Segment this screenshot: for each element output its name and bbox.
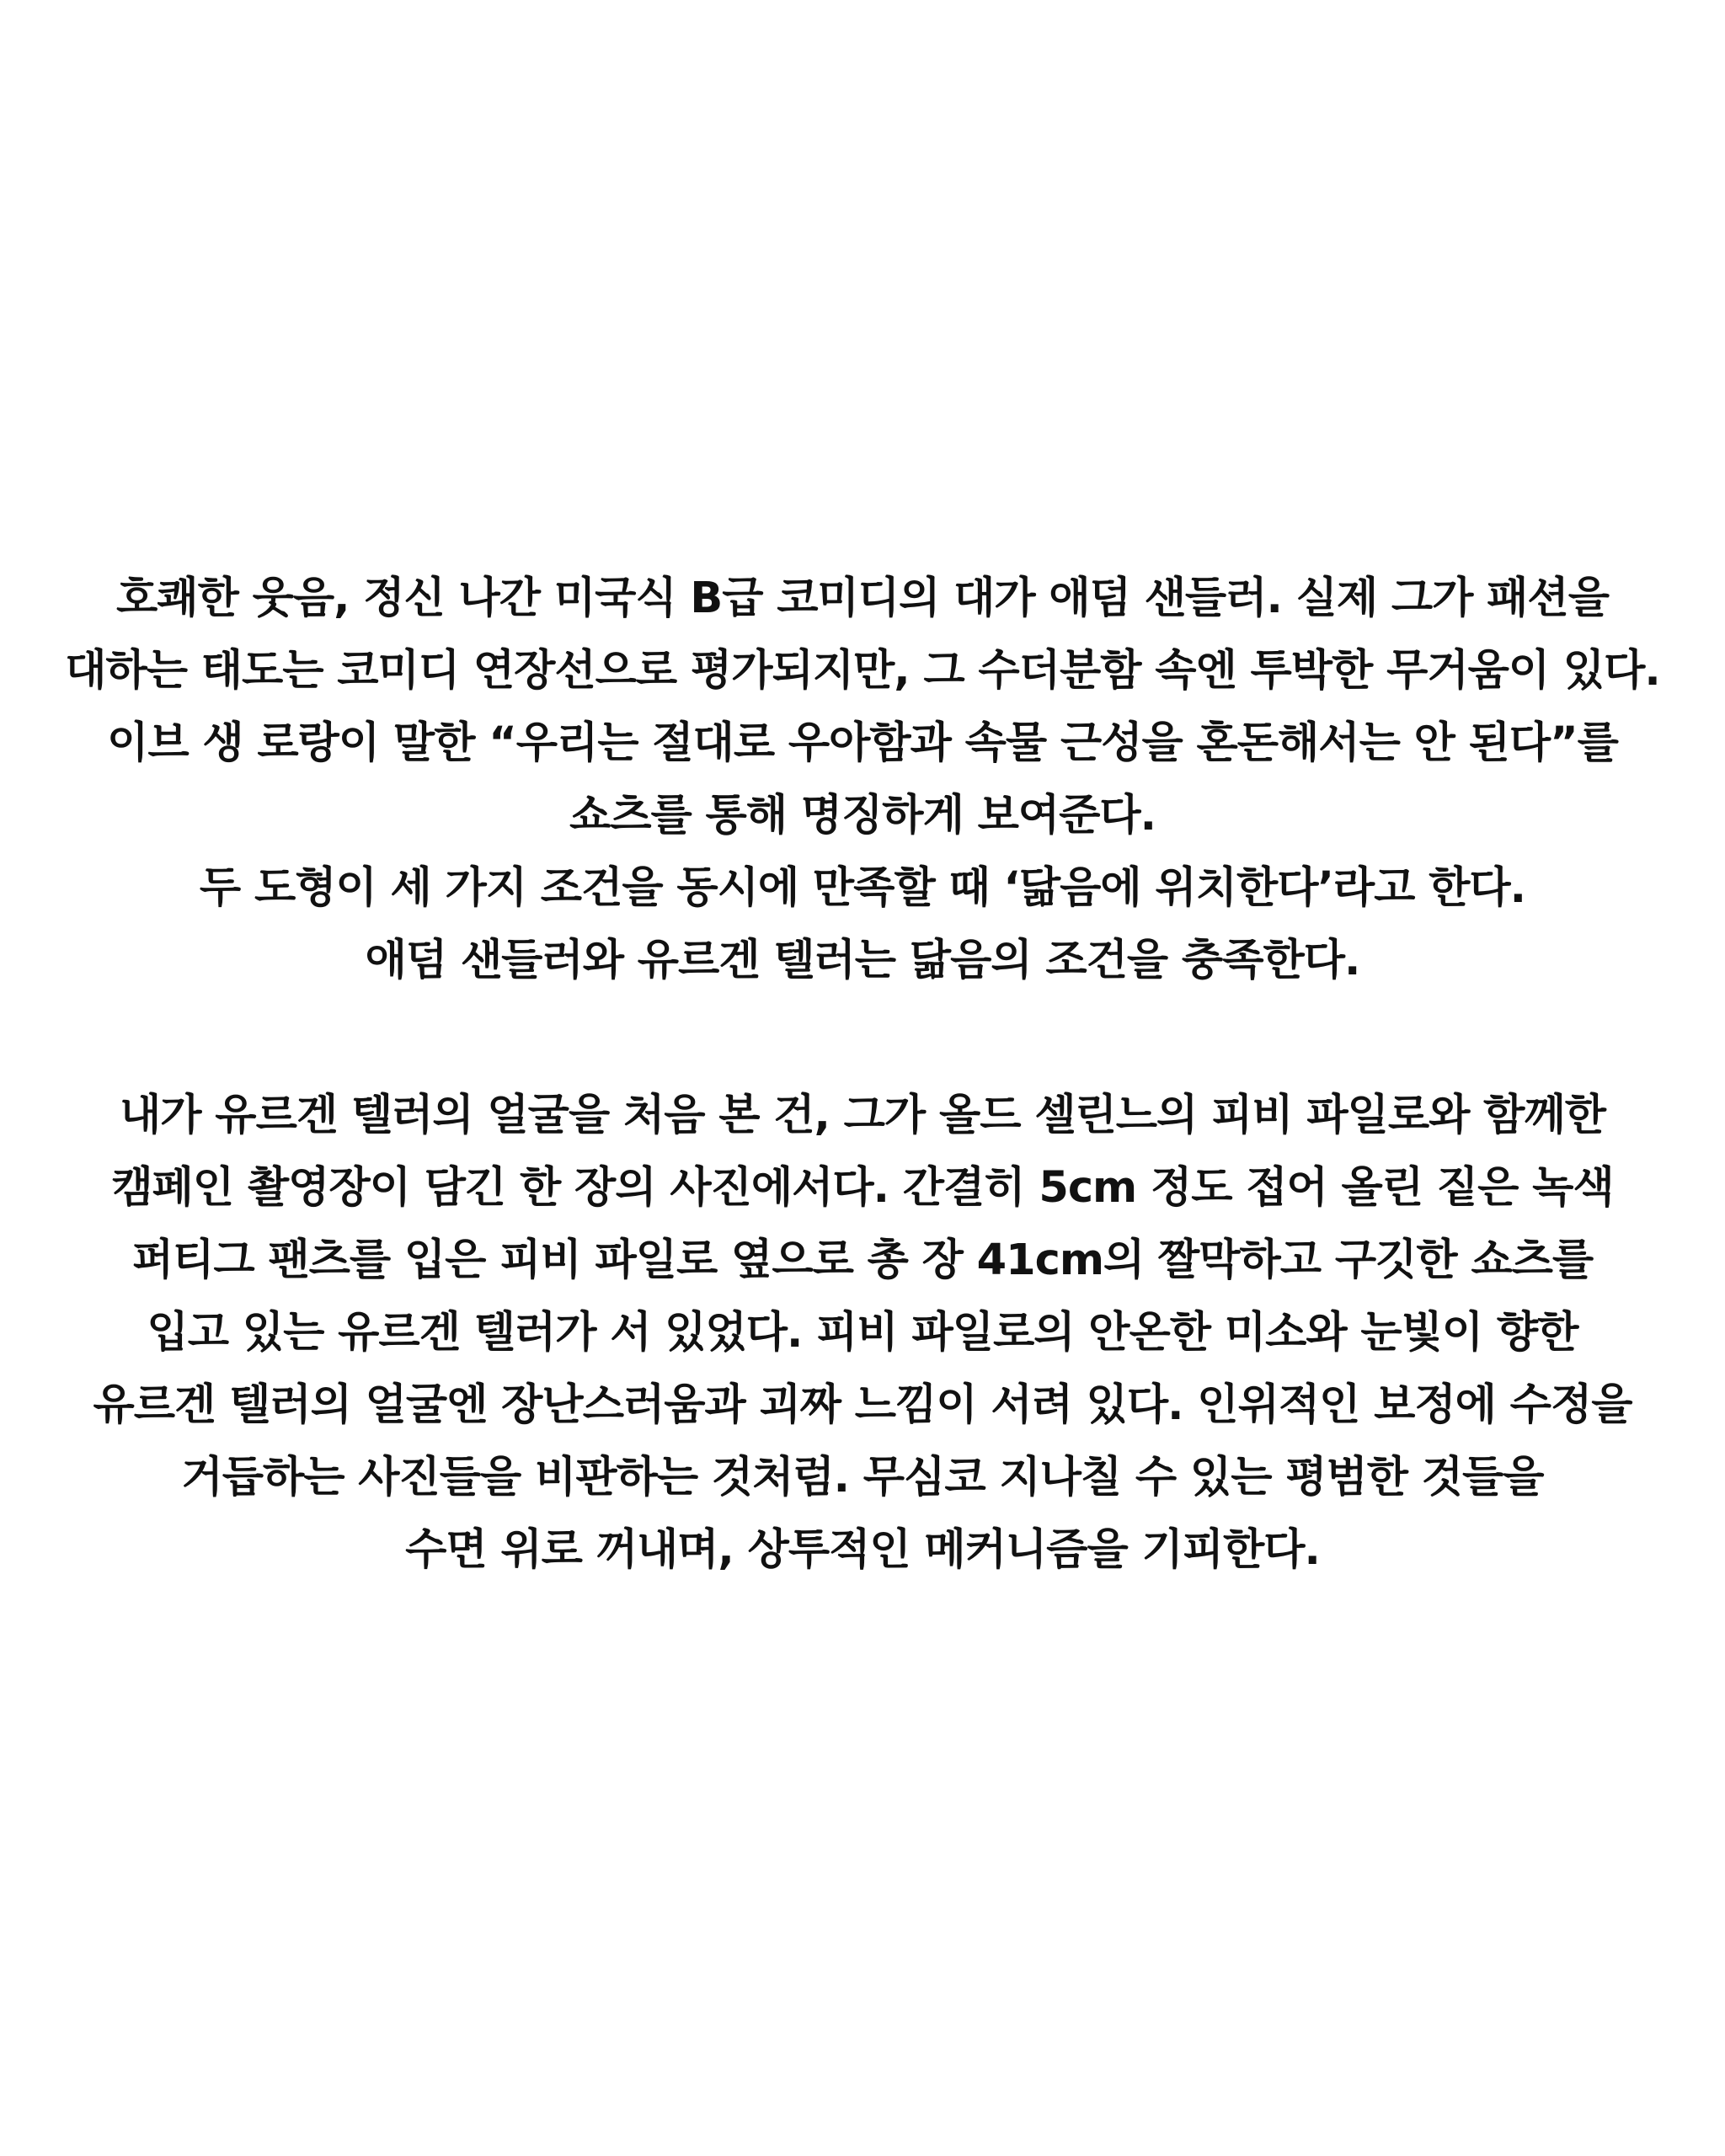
paragraph-2-line-2: 캠페인 촬영장이 담긴 한 장의 사진에서다. 간결히 5cm 정도 접어 올린 짙은 녹색 [111,1163,1614,1213]
paragraph-1-line-3: 이브 생 로랑이 말한 “우리는 절대로 우아함과 속물 근성을 혼돈해서는 안 된다”를 [107,718,1618,768]
paragraph-2 [0,1080,1725,1587]
paragraph-2-line-5: 유르겐 텔러의 얼굴엔 장난스러움과 괴짜 느낌이 서려 있다. 인위적인 보정에 수정을 [93,1380,1632,1430]
paragraph-2-line-4: 입고 있는 유르겐 텔러가 서 있었다. 피비 파일로의 안온한 미소와 눈빛이 향한 [147,1308,1578,1358]
paragraph-2-line-6: 거듭하는 사진들을 비판하는 것처럼. 무심코 지나칠 수 있는 평범한 것들을 [181,1453,1544,1502]
paragraph-2-line-7: 수면 위로 꺼내며, 상투적인 메커니즘을 기피한다. [405,1525,1320,1575]
paragraph-1-line-1: 호쾌한 웃음, 정신 나간 미국식 B급 코미디의 대가 애덤 샌들러. 실제 그가 패션을 [116,574,1609,623]
paragraph-1 [0,563,1725,997]
paragraph-1-line-2: 대하는 태도는 코미디 연장선으로 평가되지만, 그 수더분함 속엔 투박한 무거움이 있다. [65,646,1660,696]
paragraph-1-line-5: 두 도형이 세 가지 조건을 동시에 만족할 때 ‘닮음에 위치한다’라고 한다. [199,863,1526,913]
paragraph-1-line-4: 쇼츠를 통해 명징하게 보여준다. [569,791,1156,841]
paragraph-1-line-6: 애덤 샌들러와 유르겐 텔러는 닮음의 조건을 충족한다. [365,936,1360,985]
paragraph-2-line-3: 퍼티그 팬츠를 입은 피비 파일로 옆으로 총 장 41cm의 짤막하고 구깃한 쇼츠를 [131,1235,1594,1285]
paragraph-2-line-1: 내가 유르겐 텔러의 얼굴을 처음 본 건, 그가 올드 셀린느의 피비 파일로와 함께한 [120,1091,1605,1140]
